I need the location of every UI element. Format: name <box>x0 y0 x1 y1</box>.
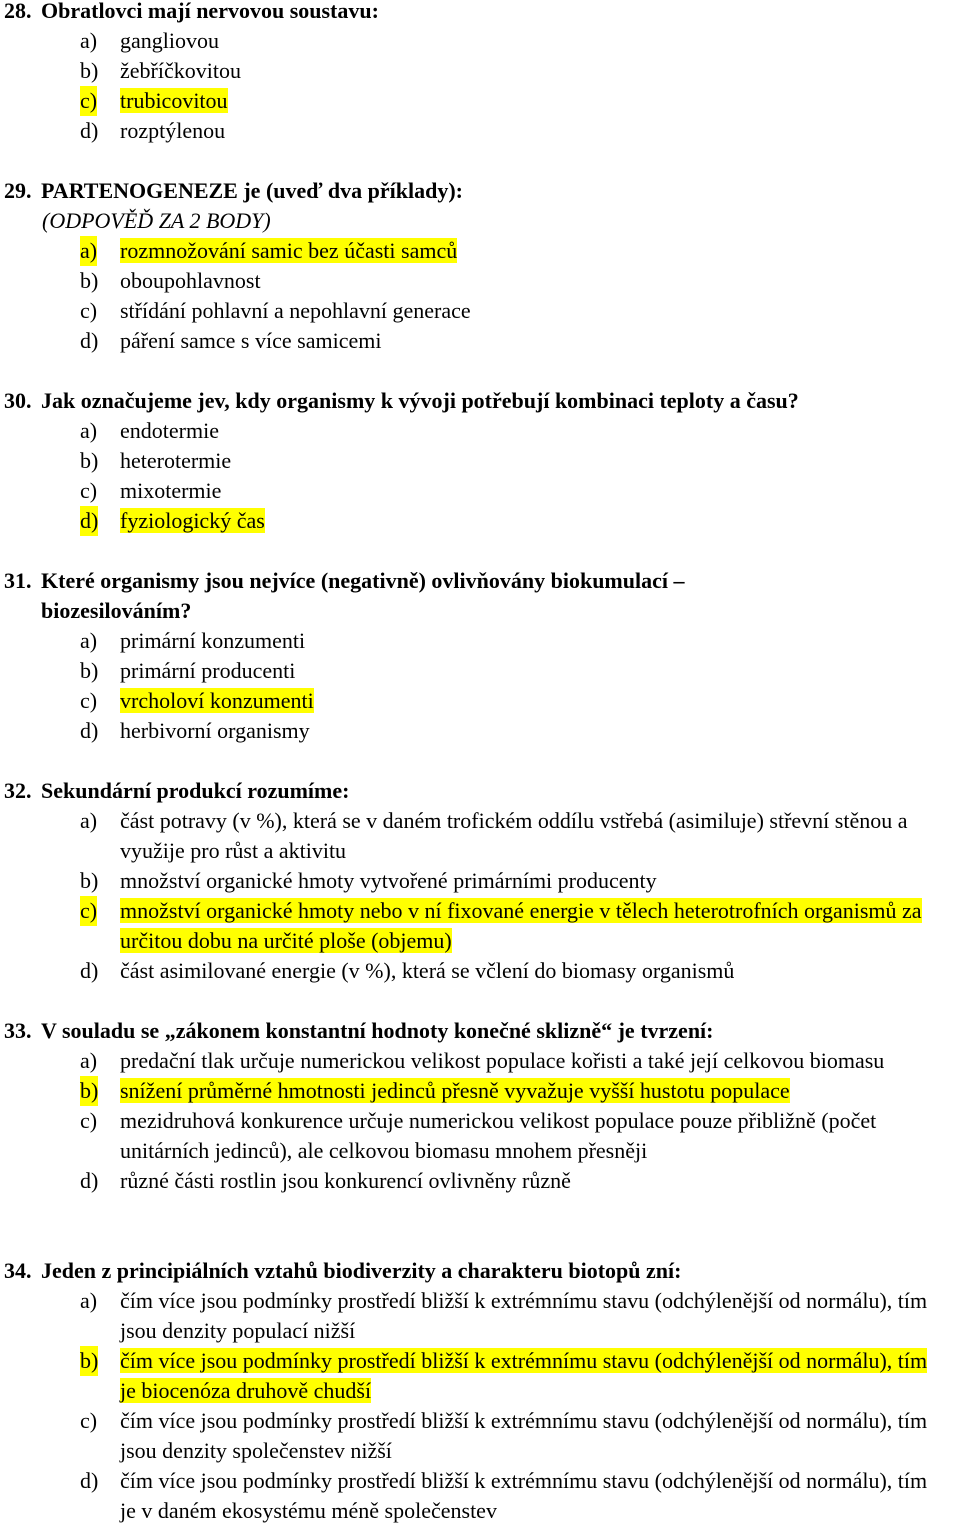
option-28-c <box>80 86 241 116</box>
option-letter: c) <box>80 896 97 926</box>
option-letter: d) <box>80 118 99 143</box>
option-letter: b) <box>80 448 99 473</box>
option-letter: a) <box>80 1048 98 1073</box>
option-text: predační tlak určuje numerickou velikost populace kořisti a také její celkovou biomasu <box>120 1048 885 1073</box>
option-32-b <box>80 866 952 896</box>
option-32-a <box>80 806 952 866</box>
option-text: čím více jsou podmínky prostředí bližší k extrémnímu stavu (odchýlenější od normálu), tím jsou denzity populací nižší <box>120 1288 928 1343</box>
question-33-options <box>80 1046 950 1196</box>
option-34-b <box>80 1346 940 1406</box>
option-33-b <box>80 1076 950 1106</box>
question-29-heading <box>4 176 463 206</box>
option-text: rozptýlenou <box>120 118 226 143</box>
question-text: Které organismy jsou nejvíce (negativně) ovlivňovány biokumulací – <box>41 568 685 593</box>
option-text: snížení průměrné hmotnosti jedinců přesně vyvažuje vyšší hustotu populace <box>120 1078 790 1103</box>
option-letter: a) <box>80 808 98 833</box>
option-letter: a) <box>80 628 98 653</box>
question-text: V souladu se „zákonem konstantní hodnoty konečné sklizně“ je tvrzení: <box>41 1018 714 1043</box>
option-text: mixotermie <box>120 478 222 503</box>
option-34-d <box>80 1466 940 1526</box>
option-29-a <box>80 236 471 266</box>
question-28-heading <box>4 0 379 26</box>
option-29-b <box>80 266 471 296</box>
option-31-b <box>80 656 314 686</box>
option-letter: b) <box>80 658 99 683</box>
option-29-c <box>80 296 471 326</box>
option-text: střídání pohlavní a nepohlavní generace <box>120 298 471 323</box>
question-number: 31. <box>4 568 32 593</box>
option-letter: b) <box>80 1346 98 1376</box>
option-30-b <box>80 446 265 476</box>
option-34-c <box>80 1406 940 1466</box>
option-text: primární producenti <box>120 658 296 683</box>
option-text: rozmnožování samic bez účasti samců <box>120 238 458 263</box>
option-text: část potravy (v %), která se v daném trofickém oddílu vstřebá (asimiluje) střevní stěnou a využije pro růst a aktivitu <box>120 808 908 863</box>
question-32-heading <box>4 776 349 806</box>
question-29-options <box>80 236 471 356</box>
option-letter: b) <box>80 868 99 893</box>
option-text: množství organické hmoty vytvořené primárními producenty <box>120 868 657 893</box>
option-text: čím více jsou podmínky prostředí bližší k extrémnímu stavu (odchýlenější od normálu), tím jsou denzity společenstev nižší <box>120 1408 928 1463</box>
question-33-heading <box>4 1016 714 1046</box>
question-text: Jeden z principiálních vztahů biodiverzity a charakteru biotopů zní: <box>41 1258 682 1283</box>
option-letter: c) <box>80 1108 98 1133</box>
question-text: Obratlovci mají nervovou soustavu: <box>41 0 379 23</box>
option-34-a <box>80 1286 940 1346</box>
option-letter: d) <box>80 958 99 983</box>
question-number: 29. <box>4 178 32 203</box>
option-text: fyziologický čas <box>120 508 265 533</box>
option-30-a <box>80 416 265 446</box>
option-letter: a) <box>80 28 98 53</box>
option-letter: c) <box>80 1408 98 1433</box>
option-text: oboupohlavnost <box>120 268 261 293</box>
option-letter: d) <box>80 506 98 536</box>
option-letter: d) <box>80 1468 99 1493</box>
option-letter: d) <box>80 718 99 743</box>
option-letter: d) <box>80 1168 99 1193</box>
option-letter: c) <box>80 478 98 503</box>
option-28-a <box>80 26 241 56</box>
option-letter: a) <box>80 1288 98 1313</box>
question-29-note: (ODPOVĚĎ ZA 2 BODY) <box>42 208 271 233</box>
option-letter: c) <box>80 688 98 713</box>
option-letter: c) <box>80 298 98 323</box>
question-34-heading <box>4 1256 681 1286</box>
option-31-c <box>80 686 314 716</box>
option-31-a <box>80 626 314 656</box>
option-letter: b) <box>80 268 99 293</box>
option-text: trubicovitou <box>120 88 228 113</box>
option-text: páření samce s více samicemi <box>120 328 382 353</box>
question-30-options <box>80 416 265 536</box>
question-32-options <box>80 806 952 986</box>
option-text: různé části rostlin jsou konkurencí ovlivněny různě <box>120 1168 571 1193</box>
option-29-d <box>80 326 471 356</box>
question-number: 30. <box>4 388 32 413</box>
question-number: 33. <box>4 1018 32 1043</box>
option-text: čím více jsou podmínky prostředí bližší k extrémnímu stavu (odchýlenější od normálu), tím je v daném ekosystému méně společenstev <box>120 1468 928 1523</box>
option-text: část asimilované energie (v %), která se včlení do biomasy organismů <box>120 958 735 983</box>
option-33-c <box>80 1106 950 1166</box>
option-text: gangliovou <box>120 28 219 53</box>
question-number: 34. <box>4 1258 32 1283</box>
option-text: heterotermie <box>120 448 232 473</box>
option-letter: d) <box>80 328 99 353</box>
question-number: 28. <box>4 0 32 23</box>
option-text: žebříčkovitou <box>120 58 241 83</box>
option-33-a <box>80 1046 950 1076</box>
option-31-d <box>80 716 314 746</box>
option-letter: b) <box>80 1076 98 1106</box>
option-letter: b) <box>80 58 99 83</box>
option-32-c <box>80 896 952 956</box>
option-30-d <box>80 506 265 536</box>
option-28-b <box>80 56 241 86</box>
question-text: Jak označujeme jev, kdy organismy k vývoji potřebují kombinaci teploty a času? <box>41 388 799 413</box>
option-text: endotermie <box>120 418 219 443</box>
option-text: množství organické hmoty nebo v ní fixované energie v tělech heterotrofních organismů za určitou dobu na určité ploše (objemu) <box>120 898 922 953</box>
option-30-c <box>80 476 265 506</box>
option-letter: a) <box>80 236 97 266</box>
option-letter: c) <box>80 86 97 116</box>
option-32-d <box>80 956 952 986</box>
option-text: primární konzumenti <box>120 628 306 653</box>
option-text: vrcholoví konzumenti <box>120 688 314 713</box>
question-28-options <box>80 26 241 146</box>
question-31-heading-cont: biozesilováním? <box>41 598 192 623</box>
option-28-d <box>80 116 241 146</box>
option-text: mezidruhová konkurence určuje numerickou velikost populace pouze přibližně (počet unitárních jedinců), ale celkovou biomasu mnohem přesněji <box>120 1108 877 1163</box>
question-text: Sekundární produkcí rozumíme: <box>41 778 350 803</box>
question-34-options <box>80 1286 940 1526</box>
question-number: 32. <box>4 778 32 803</box>
option-letter: a) <box>80 418 98 443</box>
question-31-options <box>80 626 314 746</box>
question-30-heading <box>4 386 799 416</box>
question-text: PARTENOGENEZE je (uveď dva příklady): <box>41 178 463 203</box>
option-33-d <box>80 1166 950 1196</box>
option-text: herbivorní organismy <box>120 718 310 743</box>
question-31-heading <box>4 566 684 596</box>
option-text: čím více jsou podmínky prostředí bližší k extrémnímu stavu (odchýlenější od normálu), tím je biocenóza druhově chudší <box>120 1348 928 1403</box>
